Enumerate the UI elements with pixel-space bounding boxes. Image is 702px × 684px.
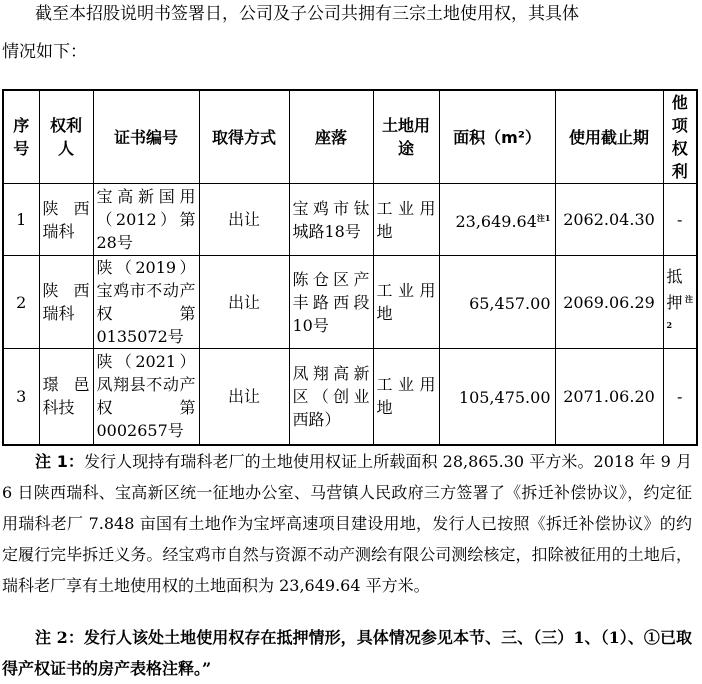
- cell-use: 工业用地: [373, 256, 439, 349]
- cell-area: [439, 184, 555, 256]
- cell-location: 宝鸡市钛城路18号: [289, 184, 373, 256]
- cell-use: 工业用地: [373, 349, 439, 445]
- footnote-2: [2, 622, 692, 684]
- cell-holder: 璟邑科技: [39, 349, 93, 445]
- cell-cert: 陕（2021）凤翔县不动产权第0002657号: [93, 349, 199, 445]
- footnote-2-text: 注 2：发行人该处土地使用权存在抵押情形，具体情况参见本节、三、（三）1、（1）、①已取得产权证书的房产表格注释。”: [2, 628, 692, 678]
- area-note-marker: 注1: [536, 212, 551, 223]
- cell-expiry: 2062.04.30: [555, 184, 663, 256]
- cell-other: -: [663, 184, 697, 256]
- header-area: 面积（m²）: [439, 90, 555, 184]
- footnote-1: [2, 446, 692, 601]
- intro-line-1: 截至本招股说明书签署日，公司及子公司共拥有三宗土地使用权，其具体: [35, 4, 579, 24]
- cell-location: 凤翔高新区（创业西路）: [289, 349, 373, 445]
- footnote-1-text: 发行人现持有瑞科老厂的土地使用权证上所载面积 28,865.30 平方米。2018 年 9 月 6 日陕西瑞科、宝高新区统一征地办公室、马营镇人民政府三方签署了《拆迁补偿协议》，约定征用瑞科老厂 7.848 亩国有土地作为宝坪高速项目建设用地，发行人已按照《拆迁补偿协议》的约定履行完毕拆迁义务。经宝鸡市自然与资源不动产测绘有限公司测绘核定，扣除被征用的土地后，瑞科老厂享有土地使用权的土地面积为 23,649.64 平方米。: [2, 452, 692, 595]
- header-no: 序号: [3, 90, 39, 184]
- cell-area: [439, 256, 555, 349]
- intro-line-2: 情况如下：: [2, 42, 87, 62]
- table-row: [3, 349, 697, 445]
- table-header-row: [3, 90, 697, 184]
- cell-holder: 陕西瑞科: [39, 184, 93, 256]
- cell-method: 出让: [199, 256, 289, 349]
- other-note-marker: 注2: [666, 293, 693, 330]
- area-value: 65,457.00: [469, 294, 551, 313]
- cell-location: 陈仓区产丰路西段10号: [289, 256, 373, 349]
- footnote-1-label: 注 1：: [35, 452, 84, 471]
- cell-other: [663, 256, 697, 349]
- header-other-rights: 他项权利: [663, 90, 697, 184]
- area-value: 105,475.00: [458, 388, 551, 408]
- cell-cert: 陕（2019）宝鸡市不动产权第0135072号: [93, 256, 199, 349]
- header-expiry: 使用截止期: [555, 90, 663, 184]
- other-value: 抵押: [666, 266, 685, 312]
- area-value: 23,649.64: [455, 211, 537, 231]
- cell-expiry: 2069.06.29: [555, 256, 663, 349]
- cell-method: 出让: [199, 349, 289, 445]
- cell-area: [439, 349, 555, 445]
- cell-no: 2: [3, 256, 39, 349]
- table-row: [3, 184, 697, 256]
- header-location: 座落: [289, 90, 373, 184]
- cell-holder: 陕西瑞科: [39, 256, 93, 349]
- cell-expiry: 2071.06.20: [555, 349, 663, 445]
- cell-use: 工业用地: [373, 184, 439, 256]
- header-holder: 权利人: [39, 90, 93, 184]
- land-use-rights-table: [2, 89, 698, 446]
- header-method: 取得方式: [199, 90, 289, 184]
- cell-no: 1: [3, 184, 39, 256]
- table-row: [3, 256, 697, 349]
- cell-no: 3: [3, 349, 39, 445]
- cell-other: -: [663, 349, 697, 445]
- header-use: 土地用途: [373, 90, 439, 184]
- cell-method: 出让: [199, 184, 289, 256]
- cell-cert: 宝高新国用（2012）第28号: [93, 184, 199, 256]
- header-cert: 证书编号: [93, 90, 199, 184]
